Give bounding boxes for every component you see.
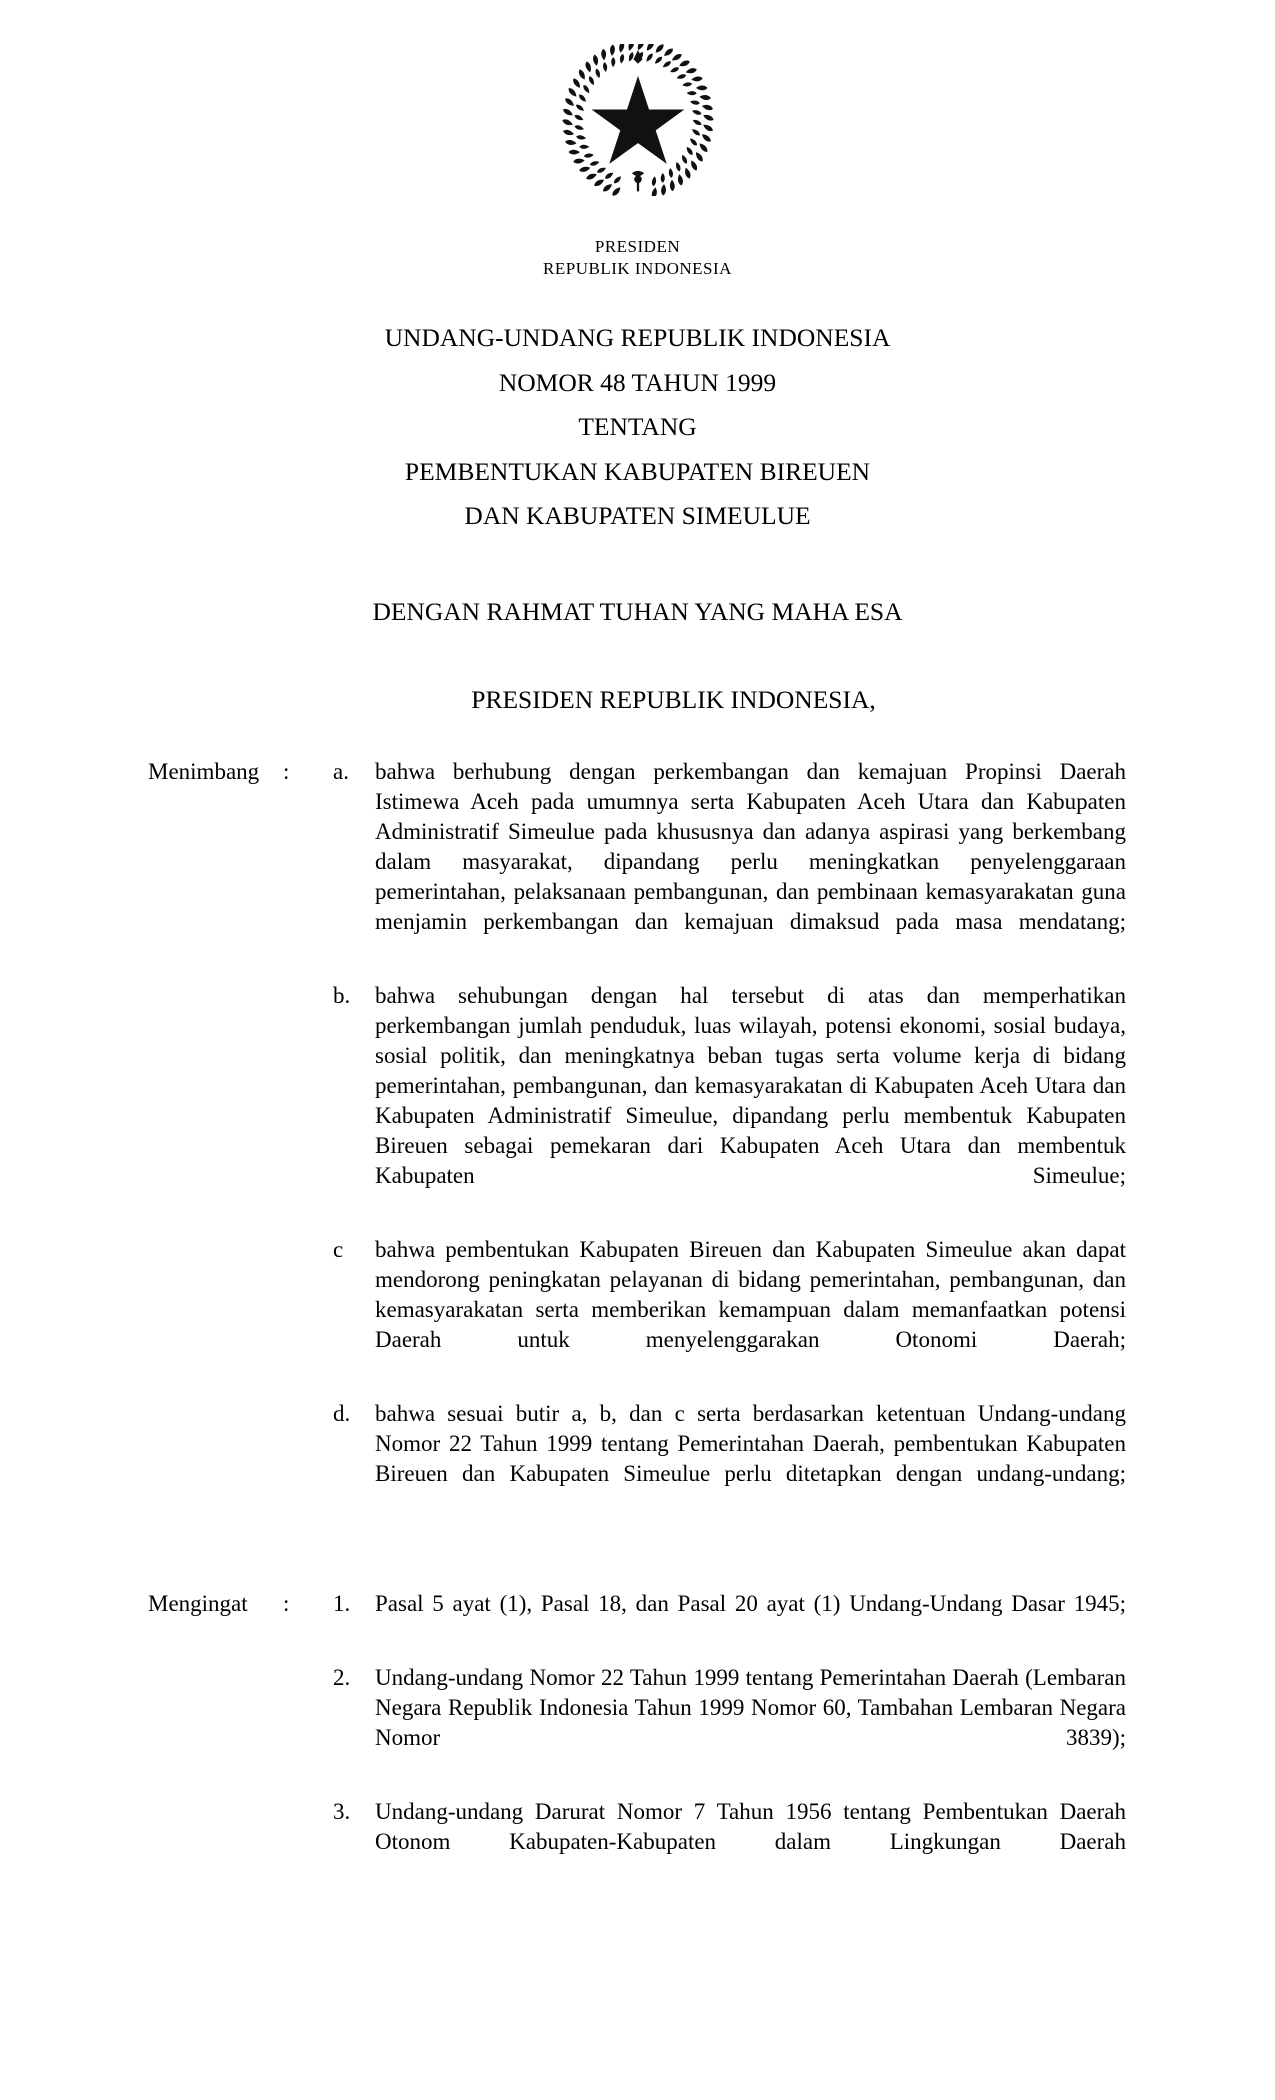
section-label-mengingat: Mengingat <box>148 1591 248 1616</box>
list-item-marker: 2. <box>333 1665 351 1690</box>
list-item-text: bahwa pembentukan Kabupaten Bireuen dan Kabupaten Simeulue akan dapat mendorong peningkatan pelayanan di bidang pemerintahan, pembangunan, dan kemasyarakatan serta memberikan kemampuan dalam memanfaatkan potensi Daerah untuk menyelenggarakan Otonomi Daerah; <box>375 1237 1126 1352</box>
list-item-text: Undang-undang Darurat Nomor 7 Tahun 1956 tentang Pembentukan Daerah Otonom Kabupaten-Kabupaten dalam Lingkungan Daerah <box>375 1799 1126 1854</box>
header-caption-line-2: REPUBLIK INDONESIA <box>543 259 732 279</box>
list-item-text: bahwa sesuai butir a, b, dan c serta berdasarkan ketentuan Undang-undang Nomor 22 Tahun 1999 tentang Pemerintahan Daerah, pembentukan Kabupaten Bireuen dan Kabupaten Simeulue perlu ditetapkan dengan undang-undang; <box>375 1401 1126 1486</box>
list-item-marker: c <box>333 1237 344 1262</box>
list-item-marker: b. <box>333 983 351 1008</box>
title-subject-line-1: PEMBENTUKAN KABUPATEN BIREUEN <box>404 456 871 486</box>
section-menimbang <box>148 757 1126 1519</box>
list-item <box>333 1663 1126 1783</box>
presidential-emblem <box>0 44 1275 201</box>
header-caption <box>0 236 1275 281</box>
header-caption-line-1: PRESIDEN <box>594 237 681 256</box>
list-item <box>333 1235 1126 1385</box>
list-item-marker: d. <box>333 1401 351 1426</box>
title-about-label: TENTANG <box>578 412 697 441</box>
list-item-marker: a. <box>333 759 349 784</box>
list-item-text: bahwa berhubung dengan perkembangan dan kemajuan Propinsi Daerah Istimewa Aceh pada umumnya serta Kabupaten Aceh Utara dan Kabupaten Administratif Simeulue pada khususnya dan adanya aspirasi yang berkembang dalam masyarakat, dipandang perlu meningkatkan penyelenggaraan pemerintahan, pelaksanaan pembangunan, dan pembinaan kemasyarakatan guna menjamin perkembangan dan kemajuan dimaksud pada masa mendatang; <box>375 759 1126 934</box>
list-item-text: bahwa sehubungan dengan hal tersebut di atas dan memperhatikan perkembangan jumlah penduduk, luas wilayah, potensi ekonomi, sosial budaya, sosial politik, dan meningkatnya beban tugas serta volume kerja di bidang pemerintahan, pembangunan, dan kemasyarakatan di Kabupaten Aceh Utara dan Kabupaten Administratif Simeulue, dipandang perlu membentuk Kabupaten Bireuen sebagai pemekaran dari Kabupaten Aceh Utara dan membentuk Kabupaten Simeulue; <box>375 983 1126 1188</box>
list-item <box>333 981 1126 1221</box>
section-items-mengingat <box>333 1589 1126 1887</box>
authority-line: PRESIDEN REPUBLIK INDONESIA, <box>471 685 876 714</box>
title-subject-line-2: DAN KABUPATEN SIMEULUE <box>464 501 811 530</box>
list-item <box>333 757 1126 967</box>
list-item <box>333 1589 1126 1649</box>
list-item <box>333 1399 1126 1519</box>
list-item <box>333 1797 1126 1887</box>
list-item-marker: 3. <box>333 1799 351 1824</box>
section-items-menimbang <box>333 757 1126 1519</box>
document-title-block <box>0 325 1275 529</box>
section-colon-mengingat: : <box>283 1591 290 1616</box>
section-colon-menimbang: : <box>283 759 290 784</box>
section-mengingat <box>148 1589 1126 1887</box>
list-item-text: Pasal 5 ayat (1), Pasal 18, dan Pasal 20 ayat (1) Undang-Undang Dasar 1945; <box>375 1591 1126 1616</box>
star-in-laurel-wreath-icon <box>562 44 714 196</box>
law-number: NOMOR 48 TAHUN 1999 <box>498 367 777 397</box>
page-title: UNDANG-UNDANG REPUBLIK INDONESIA <box>384 323 891 352</box>
section-label-menimbang: Menimbang <box>148 759 260 784</box>
blessing-line: DENGAN RAHMAT TUHAN YANG MAHA ESA <box>372 597 903 626</box>
list-item-text: Undang-undang Nomor 22 Tahun 1999 tentang Pemerintahan Daerah (Lembaran Negara Republik Indonesia Tahun 1999 Nomor 60, Tambahan Lembaran Negara Nomor 3839); <box>375 1665 1126 1750</box>
list-item-marker: 1. <box>333 1591 351 1616</box>
